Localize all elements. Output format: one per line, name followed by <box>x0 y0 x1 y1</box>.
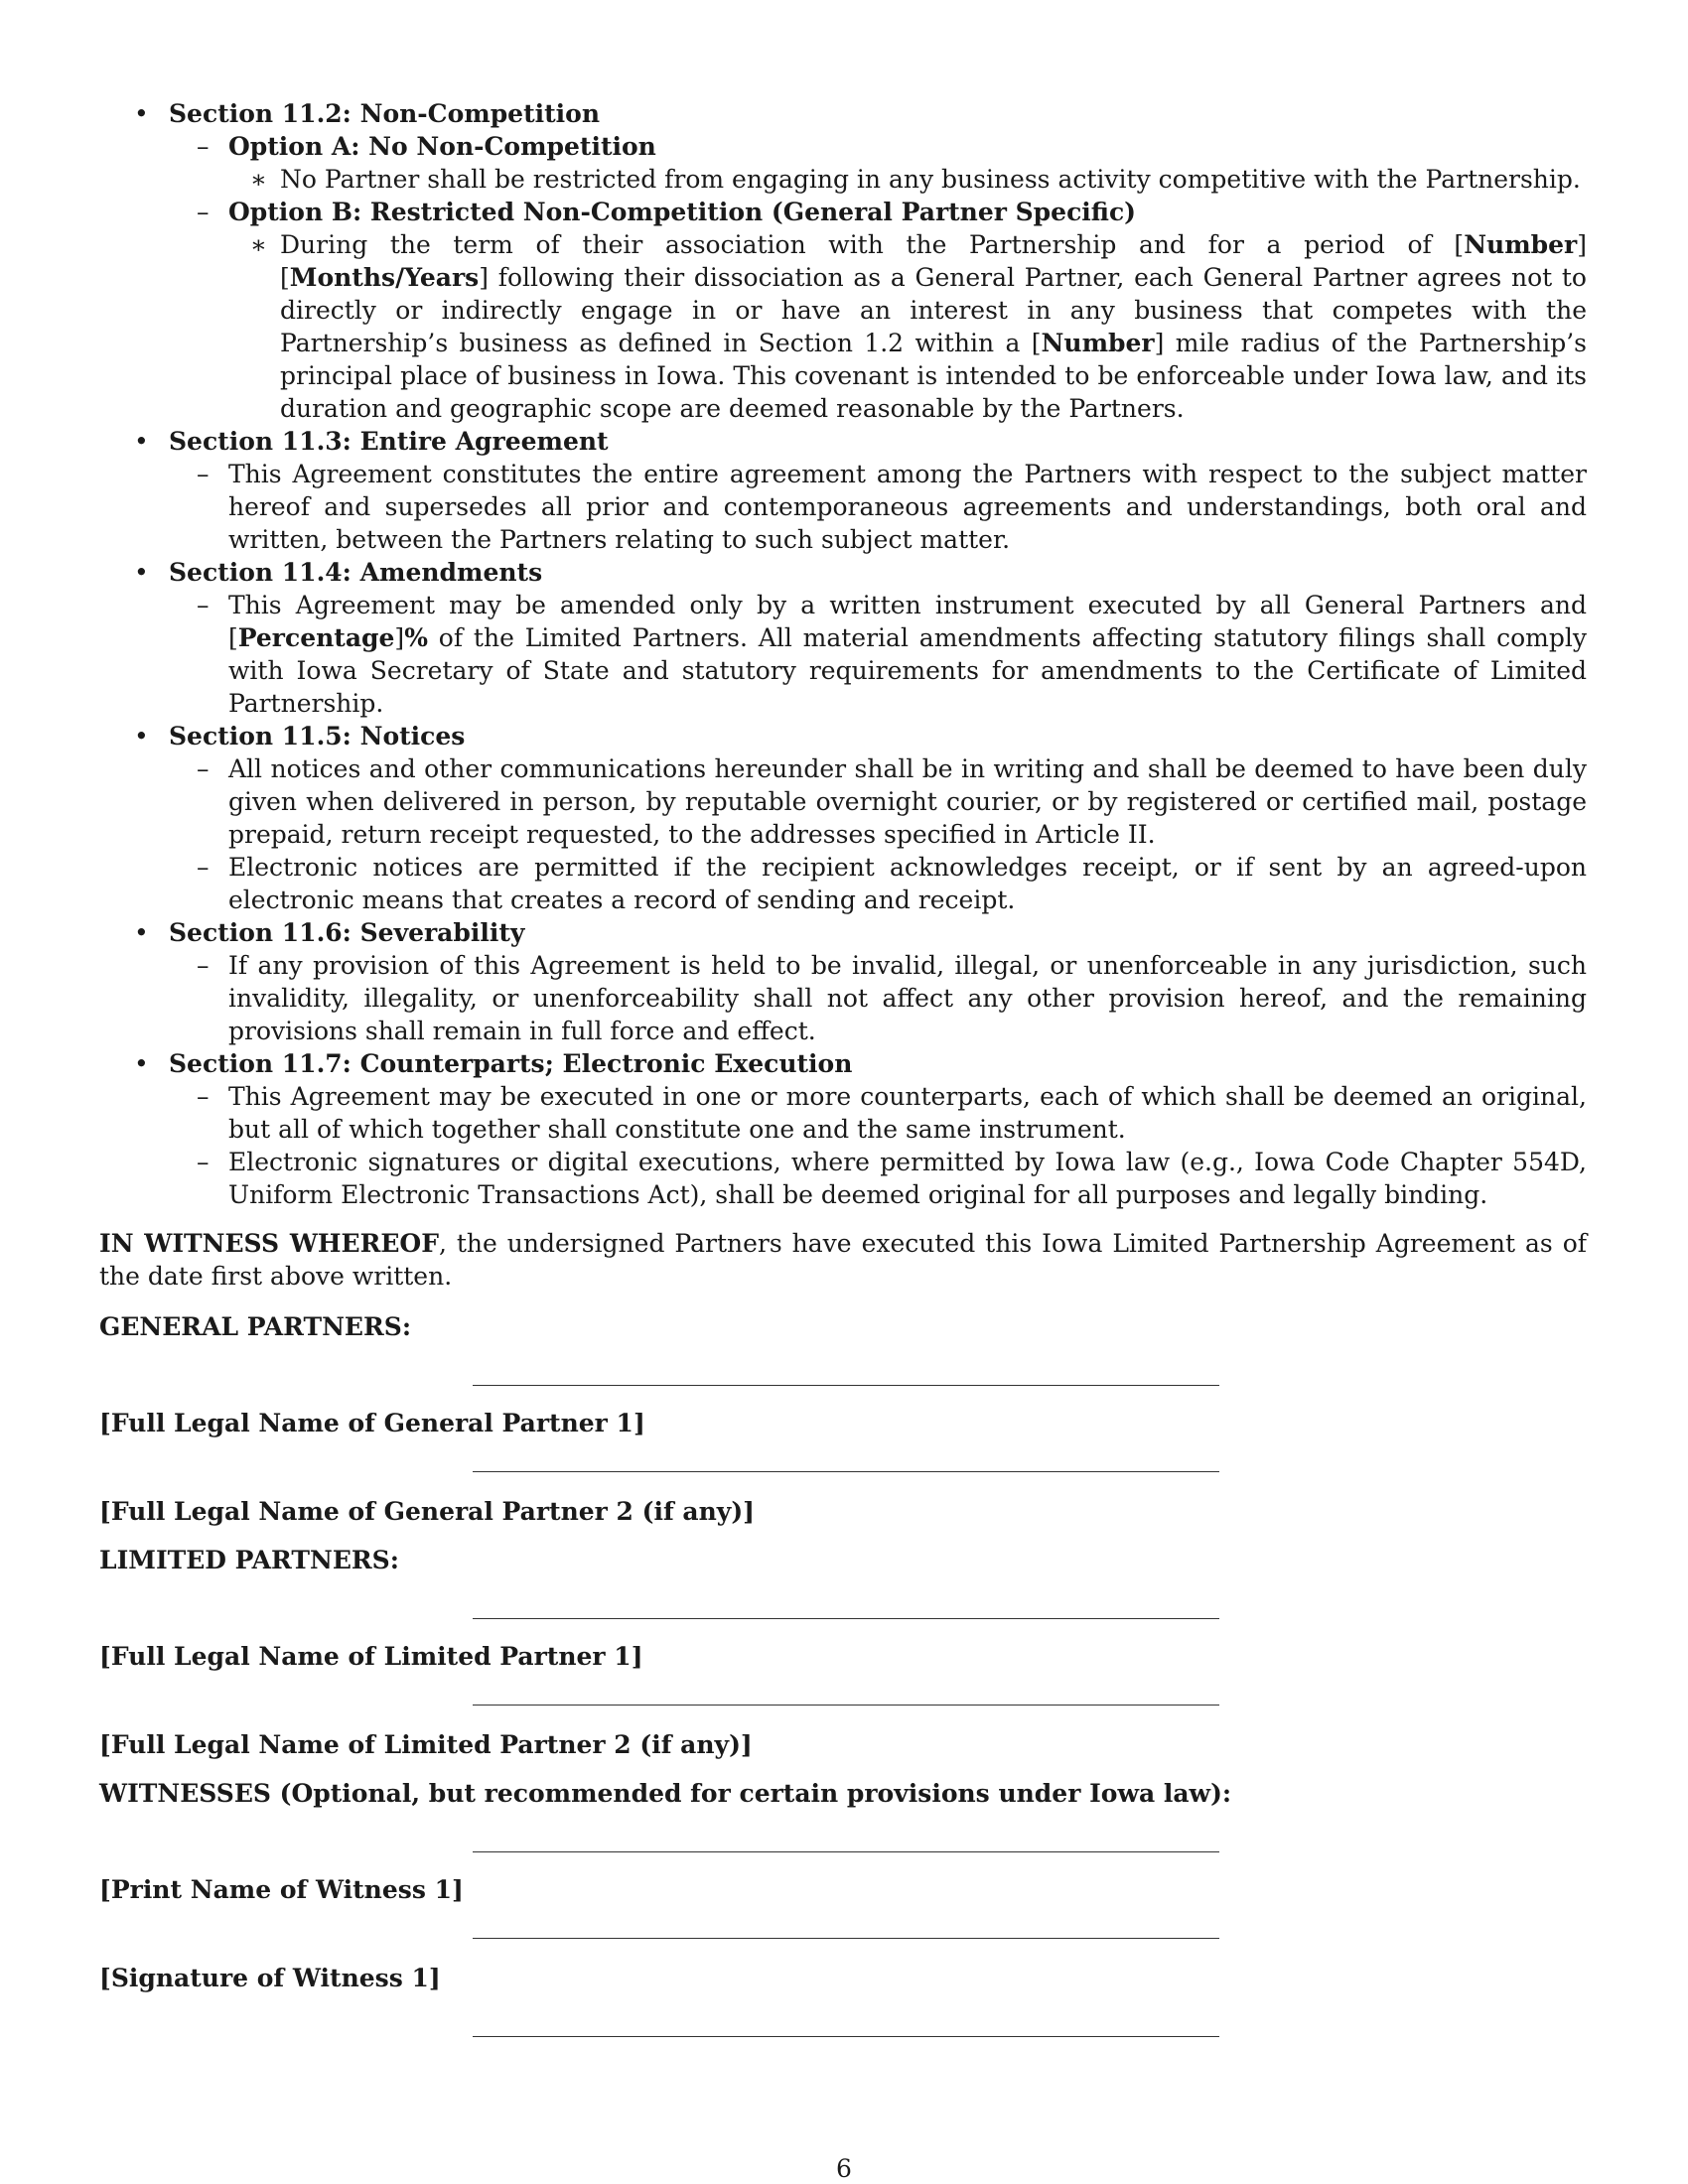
name-text: Full Legal Name of Limited Partner 2 (if any) <box>110 1730 741 1759</box>
general-partners-heading: GENERAL PARTNERS: <box>99 1312 412 1341</box>
dash-icon: – <box>197 853 210 882</box>
witness-lead: IN WITNESS WHEREOF <box>99 1229 439 1258</box>
name-text: Full Legal Name of General Partner 1 <box>110 1409 633 1437</box>
percent-sign: % <box>404 623 428 652</box>
placeholder: Number <box>1464 230 1578 259</box>
text-run: During the term of their association with the Partnership and for a period of [ <box>280 230 1465 259</box>
placeholder: Number <box>1041 329 1155 357</box>
section-title: Section 11.3: Entire Agreement <box>169 427 609 456</box>
option-a <box>99 130 1587 163</box>
signature-line[interactable] <box>473 1851 1219 1852</box>
text-run: ] [ <box>280 230 1587 292</box>
paragraph: This Agreement may be executed in one or more counterparts, each of which shall be deemed an original, but all of which together shall constitute one and the same instrument. <box>228 1082 1587 1144</box>
section-11-7-text-1 <box>99 1080 1587 1146</box>
bullet-icon: • <box>134 1049 149 1078</box>
paragraph: All notices and other communications hereunder shall be in writing and shall be deemed to have been duly given when delivered in person, by reputable overnight courier, or by registered or certified mail, postage prepaid, return receipt requested, to the addresses specified in Article II. <box>228 754 1587 849</box>
paragraph: No Partner shall be restricted from engaging in any business activity competitive with the Partnership. <box>280 165 1581 194</box>
bullet-icon: • <box>134 427 149 456</box>
witnesses-heading: WITNESSES (Optional, but recommended for certain provisions under Iowa law): <box>99 1779 1232 1808</box>
witness-text: , the undersigned Partners have executed this Iowa Limited Partnership Agreement as of the date first above written. <box>99 1229 1587 1291</box>
paragraph <box>280 230 1587 423</box>
placeholder: Percentage <box>237 623 395 652</box>
option-title: Option A: No Non-Competition <box>228 132 656 161</box>
section-11-4 <box>99 556 1587 589</box>
signatory-name: [Signature of Witness 1] <box>99 1964 441 1992</box>
section-title: Section 11.2: Non-Competition <box>169 99 601 128</box>
section-11-3 <box>99 425 1587 458</box>
option-b <box>99 196 1587 228</box>
signatory-name: [Full Legal Name of Limited Partner 1] <box>99 1642 643 1671</box>
dash-icon: – <box>197 591 210 619</box>
section-11-7-text-2 <box>99 1146 1587 1211</box>
signatory-name: [Print Name of Witness 1] <box>99 1875 464 1904</box>
section-title: Section 11.4: Amendments <box>169 558 543 587</box>
option-b-text <box>99 228 1587 425</box>
paragraph: Electronic signatures or digital executions, where permitted by Iowa law (e.g., Iowa Code Chapter 554D, Uniform Electronic Transactions Act), shall be deemed original for all purposes and legally binding. <box>228 1148 1587 1209</box>
signature-line[interactable] <box>473 2036 1219 2037</box>
paragraph: If any provision of this Agreement is held to be invalid, illegal, or unenforceable in any jurisdiction, such invalidity, illegality, or unenforceability shall not affect any other provision hereof, and the remaining provisions shall remain in full force and effect. <box>228 951 1587 1045</box>
bullet-icon: • <box>134 99 149 128</box>
signature-line[interactable] <box>473 1471 1219 1472</box>
limited-partners-heading: LIMITED PARTNERS: <box>99 1546 399 1574</box>
dash-icon: – <box>197 132 210 161</box>
option-a-text <box>99 163 1587 196</box>
section-11-6 <box>99 916 1587 949</box>
text-run: ] <box>394 623 405 652</box>
page-number: 6 <box>836 2154 852 2183</box>
section-11-3-text <box>99 458 1587 556</box>
signatory-name: [Full Legal Name of General Partner 2 (if any)] <box>99 1497 756 1526</box>
signatory-name: [Full Legal Name of General Partner 1] <box>99 1409 645 1437</box>
name-text: Full Legal Name of General Partner 2 (if any) <box>110 1497 744 1526</box>
dash-icon: – <box>197 198 210 226</box>
document-page <box>99 97 1587 2037</box>
section-title: Section 11.6: Severability <box>169 918 525 947</box>
signature-line[interactable] <box>473 1385 1219 1386</box>
placeholder: Months/Years <box>289 263 480 292</box>
text-run: This Agreement may be amended only by a written instrument executed by all General Partners and [ <box>228 591 1587 652</box>
section-title: Section 11.7: Counterparts; Electronic Execution <box>169 1049 853 1078</box>
paragraph <box>228 591 1587 718</box>
dash-icon: – <box>197 754 210 783</box>
dash-icon: – <box>197 460 210 488</box>
asterisk-icon: ∗ <box>250 230 267 259</box>
paragraph: This Agreement constitutes the entire agreement among the Partners with respect to the subject matter hereof and supersedes all prior and contemporaneous agreements and understandings, both oral and written, between the Partners relating to such subject matter. <box>228 460 1587 554</box>
bullet-icon: • <box>134 722 149 751</box>
section-11-5-text-2 <box>99 851 1587 916</box>
bullet-icon: • <box>134 918 149 947</box>
section-11-7 <box>99 1047 1587 1080</box>
section-11-6-text <box>99 949 1587 1047</box>
dash-icon: – <box>197 1148 210 1176</box>
option-title: Option B: Restricted Non-Competition (General Partner Specific) <box>228 198 1137 226</box>
section-11-2 <box>99 97 1587 130</box>
dash-icon: – <box>197 951 210 980</box>
witness-clause <box>99 1227 1587 1293</box>
name-text: Print Name of Witness 1 <box>110 1875 452 1904</box>
text-run: ] mile radius of the Partnership’s principal place of business in Iowa. This covenant is intended to be enforceable under Iowa law, and its duration and geographic scope are deemed reasonable by the Partners. <box>280 329 1587 423</box>
name-text: Signature of Witness 1 <box>110 1964 429 1992</box>
asterisk-icon: ∗ <box>250 165 267 194</box>
signature-line[interactable] <box>473 1938 1219 1939</box>
signatory-name: [Full Legal Name of Limited Partner 2 (if any)] <box>99 1730 753 1759</box>
section-11-5 <box>99 720 1587 752</box>
paragraph: Electronic notices are permitted if the recipient acknowledges receipt, or if sent by an agreed-upon electronic means that creates a record of sending and receipt. <box>228 853 1587 914</box>
name-text: Full Legal Name of Limited Partner 1 <box>110 1642 632 1671</box>
signature-line[interactable] <box>473 1705 1219 1706</box>
section-11-4-text <box>99 589 1587 720</box>
section-11-5-text-1 <box>99 752 1587 851</box>
text-run: of the Limited Partners. All material amendments affecting statutory filings shall comply with Iowa Secretary of State and statutory requirements for amendments to the Certificate of Limited Partnership. <box>228 623 1587 718</box>
text-run: ] following their dissociation as a General Partner, each General Partner agrees not to directly or indirectly engage in or have an interest in any business that competes with the Partnership’s business as defined in Section 1.2 within a [ <box>280 263 1587 357</box>
signature-line[interactable] <box>473 1618 1219 1619</box>
section-title: Section 11.5: Notices <box>169 722 466 751</box>
bullet-icon: • <box>134 558 149 587</box>
dash-icon: – <box>197 1082 210 1111</box>
